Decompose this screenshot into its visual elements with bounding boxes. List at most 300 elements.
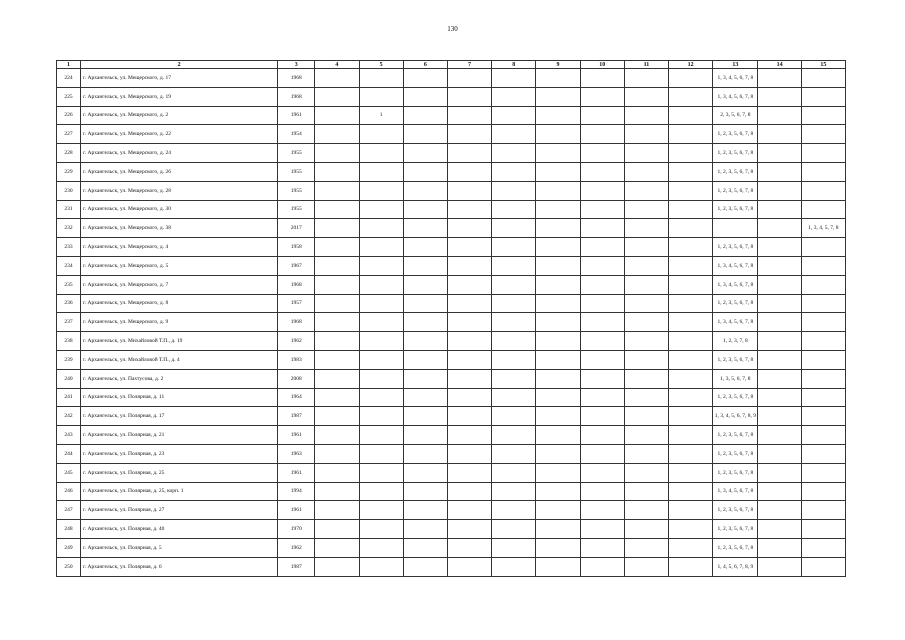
address-cell: г. Архангельск, ул. Полярная, д. 23 [81, 444, 278, 463]
cell-col-8 [492, 444, 536, 463]
table-row [57, 520, 846, 539]
cell-col-15 [801, 162, 845, 181]
cell-col-10 [580, 256, 624, 275]
cell-col-15 [801, 463, 845, 482]
cell-col-9 [536, 350, 580, 369]
table-row [57, 557, 846, 576]
cell-col-7 [447, 200, 491, 219]
cell-col-14 [758, 557, 801, 576]
cell-col-6 [403, 557, 447, 576]
cell-col-15 [801, 520, 845, 539]
column-header-6: 6 [403, 61, 447, 69]
table-row [57, 482, 846, 501]
cell-col-13: 1, 2, 3, 5, 6, 7, 8 [713, 125, 758, 144]
cell-col-4 [315, 463, 359, 482]
cell-col-4 [315, 238, 359, 257]
cell-col-5 [359, 162, 403, 181]
year-cell: 1961 [278, 501, 315, 520]
cell-col-14 [758, 125, 801, 144]
row-number-cell: 243 [57, 426, 81, 445]
cell-col-7 [447, 501, 491, 520]
year-cell: 1963 [278, 444, 315, 463]
cell-col-11 [624, 557, 668, 576]
cell-col-10 [580, 238, 624, 257]
cell-col-10 [580, 294, 624, 313]
cell-col-13: 1, 2, 3, 5, 6, 7, 8 [713, 501, 758, 520]
address-cell: г. Архангельск, ул. Мещерского, д. 17 [81, 69, 278, 88]
cell-col-10 [580, 388, 624, 407]
year-cell: 1955 [278, 200, 315, 219]
cell-col-6 [403, 463, 447, 482]
address-cell: г. Архангельск, ул. Полярная, д. 25, корп. 1 [81, 482, 278, 501]
cell-col-5 [359, 538, 403, 557]
cell-col-14 [758, 482, 801, 501]
cell-col-9 [536, 238, 580, 257]
column-header-10: 10 [580, 61, 624, 69]
table-row [57, 87, 846, 106]
cell-col-14 [758, 369, 801, 388]
cell-col-5 [359, 69, 403, 88]
cell-col-11 [624, 520, 668, 539]
cell-col-4 [315, 557, 359, 576]
address-cell: г. Архангельск, ул. Полярная, д. 5 [81, 538, 278, 557]
cell-col-7 [447, 407, 491, 426]
address-cell: г. Архангельск, ул. Полярная, д. 17 [81, 407, 278, 426]
cell-col-7 [447, 106, 491, 125]
table-row [57, 238, 846, 257]
header-row [57, 61, 846, 69]
cell-col-5 [359, 219, 403, 238]
year-cell: 1962 [278, 538, 315, 557]
cell-col-5 [359, 388, 403, 407]
table-row [57, 125, 846, 144]
cell-col-9 [536, 538, 580, 557]
cell-col-12 [669, 350, 713, 369]
cell-col-8 [492, 426, 536, 445]
table-row [57, 426, 846, 445]
cell-col-12 [669, 369, 713, 388]
cell-col-7 [447, 444, 491, 463]
cell-col-9 [536, 256, 580, 275]
cell-col-12 [669, 463, 713, 482]
cell-col-5 [359, 87, 403, 106]
cell-col-13: 1, 3, 4, 5, 6, 7, 8 [713, 482, 758, 501]
cell-col-10 [580, 520, 624, 539]
cell-col-11 [624, 125, 668, 144]
cell-col-6 [403, 238, 447, 257]
cell-col-8 [492, 69, 536, 88]
cell-col-8 [492, 125, 536, 144]
cell-col-6 [403, 426, 447, 445]
column-header-5: 5 [359, 61, 403, 69]
table-row [57, 294, 846, 313]
row-number-cell: 231 [57, 200, 81, 219]
cell-col-10 [580, 313, 624, 332]
cell-col-15 [801, 181, 845, 200]
cell-col-15 [801, 313, 845, 332]
cell-col-14 [758, 219, 801, 238]
cell-col-6 [403, 369, 447, 388]
column-header-15: 15 [801, 61, 845, 69]
row-number-cell: 248 [57, 520, 81, 539]
address-cell: г. Архангельск, ул. Мещерского, д. 5 [81, 256, 278, 275]
cell-col-15 [801, 482, 845, 501]
address-cell: г. Архангельск, ул. Мещерского, д. 28 [81, 181, 278, 200]
cell-col-9 [536, 407, 580, 426]
cell-col-9 [536, 106, 580, 125]
cell-col-4 [315, 350, 359, 369]
cell-col-5 [359, 238, 403, 257]
row-number-cell: 240 [57, 369, 81, 388]
cell-col-11 [624, 388, 668, 407]
cell-col-6 [403, 219, 447, 238]
cell-col-7 [447, 238, 491, 257]
cell-col-6 [403, 256, 447, 275]
cell-col-4 [315, 369, 359, 388]
cell-col-14 [758, 501, 801, 520]
cell-col-11 [624, 426, 668, 445]
column-header-11: 11 [624, 61, 668, 69]
column-header-3: 3 [278, 61, 315, 69]
cell-col-10 [580, 125, 624, 144]
year-cell: 1983 [278, 350, 315, 369]
cell-col-4 [315, 219, 359, 238]
cell-col-6 [403, 181, 447, 200]
cell-col-14 [758, 463, 801, 482]
cell-col-14 [758, 238, 801, 257]
row-number-cell: 245 [57, 463, 81, 482]
year-cell: 1968 [278, 87, 315, 106]
cell-col-10 [580, 444, 624, 463]
cell-col-13: 1, 2, 3, 5, 6, 7, 8 [713, 520, 758, 539]
cell-col-4 [315, 256, 359, 275]
cell-col-13: 1, 3, 5, 6, 7, 8 [713, 369, 758, 388]
row-number-cell: 244 [57, 444, 81, 463]
cell-col-4 [315, 332, 359, 351]
table-row [57, 538, 846, 557]
address-cell: г. Архангельск, ул. Полярная, д. 11 [81, 388, 278, 407]
row-number-cell: 235 [57, 275, 81, 294]
cell-col-12 [669, 69, 713, 88]
address-cell: г. Архангельск, ул. Мещерского, д. 8 [81, 294, 278, 313]
table-row [57, 444, 846, 463]
address-cell: г. Архангельск, ул. Мещерского, д. 26 [81, 162, 278, 181]
address-cell: г. Архангельск, ул. Мещерского, д. 9 [81, 313, 278, 332]
cell-col-14 [758, 200, 801, 219]
address-cell: г. Архангельск, ул. Мещерского, д. 2 [81, 106, 278, 125]
table-row [57, 463, 846, 482]
cell-col-5 [359, 463, 403, 482]
table-row [57, 181, 846, 200]
cell-col-7 [447, 162, 491, 181]
row-number-cell: 241 [57, 388, 81, 407]
cell-col-5 [359, 407, 403, 426]
column-header-8: 8 [492, 61, 536, 69]
cell-col-15 [801, 256, 845, 275]
cell-col-12 [669, 520, 713, 539]
cell-col-8 [492, 256, 536, 275]
cell-col-10 [580, 106, 624, 125]
cell-col-13: 1, 2, 3, 5, 6, 7, 8 [713, 181, 758, 200]
cell-col-15 [801, 350, 845, 369]
cell-col-12 [669, 200, 713, 219]
year-cell: 2017 [278, 219, 315, 238]
year-cell: 1970 [278, 520, 315, 539]
cell-col-4 [315, 294, 359, 313]
year-cell: 1961 [278, 106, 315, 125]
cell-col-15 [801, 557, 845, 576]
cell-col-11 [624, 144, 668, 163]
cell-col-10 [580, 69, 624, 88]
row-number-cell: 234 [57, 256, 81, 275]
row-number-cell: 242 [57, 407, 81, 426]
row-number-cell: 238 [57, 332, 81, 351]
cell-col-14 [758, 407, 801, 426]
cell-col-11 [624, 313, 668, 332]
cell-col-14 [758, 426, 801, 445]
cell-col-11 [624, 538, 668, 557]
cell-col-7 [447, 144, 491, 163]
cell-col-9 [536, 557, 580, 576]
table-row [57, 106, 846, 125]
cell-col-7 [447, 181, 491, 200]
cell-col-5 [359, 256, 403, 275]
cell-col-15 [801, 275, 845, 294]
cell-col-6 [403, 294, 447, 313]
cell-col-6 [403, 313, 447, 332]
cell-col-7 [447, 69, 491, 88]
cell-col-14 [758, 538, 801, 557]
cell-col-14 [758, 106, 801, 125]
address-cell: г. Архангельск, ул. Мещерского, д. 30 [81, 200, 278, 219]
cell-col-4 [315, 275, 359, 294]
cell-col-9 [536, 69, 580, 88]
year-cell: 1955 [278, 181, 315, 200]
cell-col-9 [536, 313, 580, 332]
row-number-cell: 239 [57, 350, 81, 369]
table-row [57, 350, 846, 369]
year-cell: 2008 [278, 369, 315, 388]
row-number-cell: 232 [57, 219, 81, 238]
cell-col-9 [536, 501, 580, 520]
row-number-cell: 228 [57, 144, 81, 163]
cell-col-13: 1, 4, 5, 6, 7, 8, 9 [713, 557, 758, 576]
cell-col-4 [315, 87, 359, 106]
cell-col-10 [580, 144, 624, 163]
cell-col-14 [758, 332, 801, 351]
address-cell: г. Архангельск, ул. Мещерского, д. 22 [81, 125, 278, 144]
cell-col-9 [536, 332, 580, 351]
cell-col-4 [315, 125, 359, 144]
row-number-cell: 233 [57, 238, 81, 257]
cell-col-11 [624, 87, 668, 106]
cell-col-6 [403, 444, 447, 463]
cell-col-14 [758, 350, 801, 369]
cell-col-6 [403, 275, 447, 294]
cell-col-13: 1, 2, 3, 5, 6, 7, 8 [713, 463, 758, 482]
cell-col-6 [403, 520, 447, 539]
cell-col-9 [536, 87, 580, 106]
cell-col-11 [624, 200, 668, 219]
cell-col-8 [492, 557, 536, 576]
cell-col-14 [758, 388, 801, 407]
table-row [57, 219, 846, 238]
address-cell: г. Архангельск, ул. Полярная, д. 25 [81, 463, 278, 482]
cell-col-5 [359, 332, 403, 351]
cell-col-9 [536, 144, 580, 163]
row-number-cell: 236 [57, 294, 81, 313]
address-cell: г. Архангельск, ул. Полярная, д. 6 [81, 557, 278, 576]
table-row [57, 313, 846, 332]
cell-col-10 [580, 538, 624, 557]
cell-col-13: 1, 2, 3, 5, 6, 7, 8 [713, 444, 758, 463]
cell-col-4 [315, 144, 359, 163]
cell-col-15 [801, 238, 845, 257]
cell-col-8 [492, 144, 536, 163]
cell-col-13: 2, 3, 5, 6, 7, 8 [713, 106, 758, 125]
cell-col-8 [492, 332, 536, 351]
cell-col-8 [492, 538, 536, 557]
table-body [57, 69, 846, 577]
cell-col-13: 1, 2, 3, 5, 6, 7, 8 [713, 388, 758, 407]
year-cell: 1958 [278, 238, 315, 257]
table-row [57, 69, 846, 88]
year-cell: 1968 [278, 275, 315, 294]
page-number: 130 [447, 25, 458, 33]
cell-col-15 [801, 369, 845, 388]
cell-col-9 [536, 275, 580, 294]
cell-col-4 [315, 520, 359, 539]
cell-col-7 [447, 538, 491, 557]
cell-col-6 [403, 125, 447, 144]
cell-col-15 [801, 444, 845, 463]
cell-col-14 [758, 87, 801, 106]
cell-col-11 [624, 256, 668, 275]
cell-col-11 [624, 332, 668, 351]
row-number-cell: 230 [57, 181, 81, 200]
row-number-cell: 229 [57, 162, 81, 181]
cell-col-8 [492, 219, 536, 238]
year-cell: 1987 [278, 407, 315, 426]
year-cell: 1961 [278, 463, 315, 482]
cell-col-6 [403, 388, 447, 407]
cell-col-8 [492, 501, 536, 520]
cell-col-12 [669, 125, 713, 144]
cell-col-8 [492, 87, 536, 106]
cell-col-7 [447, 557, 491, 576]
cell-col-12 [669, 501, 713, 520]
cell-col-8 [492, 369, 536, 388]
cell-col-15 [801, 538, 845, 557]
cell-col-5 [359, 557, 403, 576]
cell-col-8 [492, 313, 536, 332]
year-cell: 1987 [278, 557, 315, 576]
row-number-cell: 237 [57, 313, 81, 332]
cell-col-11 [624, 294, 668, 313]
address-cell: г. Архангельск, ул. Мещерского, д. 4 [81, 238, 278, 257]
cell-col-15 [801, 144, 845, 163]
cell-col-6 [403, 350, 447, 369]
cell-col-12 [669, 275, 713, 294]
cell-col-7 [447, 332, 491, 351]
cell-col-11 [624, 275, 668, 294]
table-row [57, 332, 846, 351]
row-number-cell: 246 [57, 482, 81, 501]
table-row [57, 388, 846, 407]
cell-col-9 [536, 520, 580, 539]
cell-col-4 [315, 501, 359, 520]
cell-col-14 [758, 69, 801, 88]
cell-col-11 [624, 238, 668, 257]
cell-col-4 [315, 426, 359, 445]
cell-col-5 [359, 520, 403, 539]
cell-col-14 [758, 444, 801, 463]
cell-col-10 [580, 219, 624, 238]
cell-col-7 [447, 294, 491, 313]
cell-col-5 [359, 444, 403, 463]
cell-col-13: 1, 2, 3, 5, 6, 7, 8 [713, 350, 758, 369]
cell-col-8 [492, 162, 536, 181]
table-row [57, 256, 846, 275]
address-cell: г. Архангельск, ул. Полярная, д. 40 [81, 520, 278, 539]
year-cell: 1955 [278, 162, 315, 181]
cell-col-10 [580, 87, 624, 106]
address-cell: г. Архангельск, ул. Мещерского, д. 38 [81, 219, 278, 238]
cell-col-4 [315, 69, 359, 88]
table-row [57, 369, 846, 388]
cell-col-5 [359, 181, 403, 200]
cell-col-7 [447, 350, 491, 369]
cell-col-9 [536, 369, 580, 388]
cell-col-8 [492, 238, 536, 257]
cell-col-6 [403, 482, 447, 501]
cell-col-12 [669, 407, 713, 426]
cell-col-4 [315, 106, 359, 125]
cell-col-15: 1, 3, 4, 5, 7, 8 [801, 219, 845, 238]
cell-col-6 [403, 106, 447, 125]
cell-col-10 [580, 162, 624, 181]
cell-col-13: 1, 3, 4, 5, 6, 7, 8, 9 [713, 407, 758, 426]
cell-col-13: 1, 2, 3, 5, 6, 7, 8 [713, 144, 758, 163]
cell-col-4 [315, 162, 359, 181]
cell-col-5 [359, 426, 403, 445]
cell-col-10 [580, 369, 624, 388]
cell-col-12 [669, 538, 713, 557]
address-cell: г. Архангельск, ул. Полярная, д. 21 [81, 426, 278, 445]
year-cell: 1961 [278, 426, 315, 445]
cell-col-4 [315, 388, 359, 407]
cell-col-6 [403, 538, 447, 557]
cell-col-13: 1, 3, 4, 5, 6, 7, 8 [713, 275, 758, 294]
cell-col-9 [536, 463, 580, 482]
column-header-7: 7 [447, 61, 491, 69]
cell-col-15 [801, 501, 845, 520]
row-number-cell: 247 [57, 501, 81, 520]
table-row [57, 275, 846, 294]
cell-col-10 [580, 181, 624, 200]
cell-col-13: 1, 2, 3, 5, 6, 7, 8 [713, 200, 758, 219]
table-row [57, 501, 846, 520]
address-cell: г. Архангельск, ул. Михайловой Т.П., д. 4 [81, 350, 278, 369]
row-number-cell: 225 [57, 87, 81, 106]
cell-col-7 [447, 426, 491, 445]
cell-col-8 [492, 181, 536, 200]
cell-col-12 [669, 332, 713, 351]
cell-col-11 [624, 369, 668, 388]
row-number-cell: 249 [57, 538, 81, 557]
cell-col-15 [801, 388, 845, 407]
column-header-9: 9 [536, 61, 580, 69]
